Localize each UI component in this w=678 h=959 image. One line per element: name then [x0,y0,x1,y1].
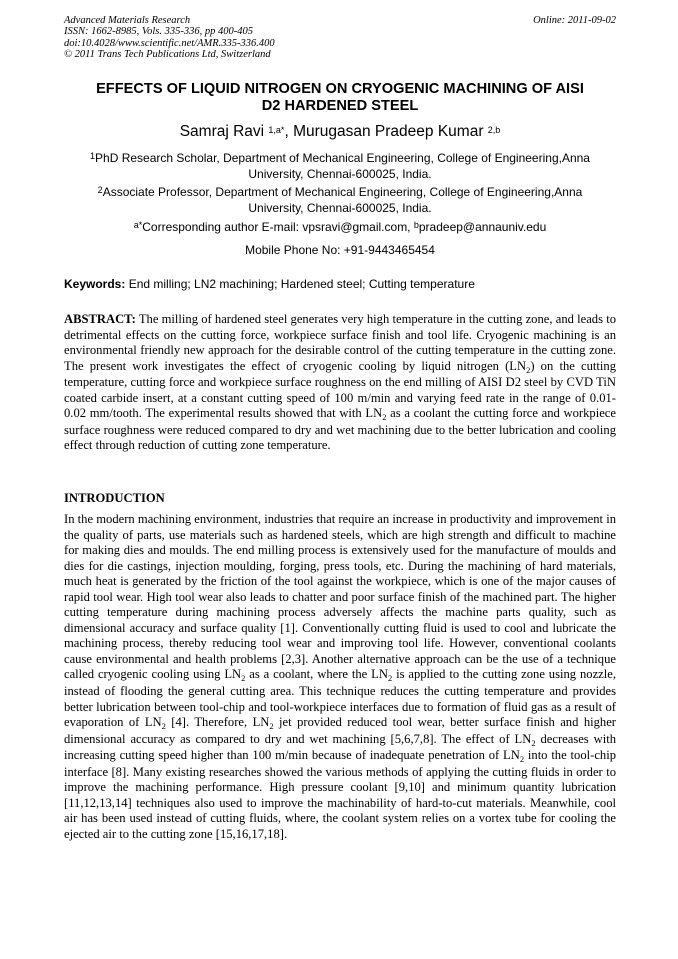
abstract-sub-2: 2 [382,412,387,423]
copyright-line: © 2011 Trans Tech Publications Ltd, Switzerland [64,48,271,60]
author-list [64,122,616,142]
intro-text-7: into the tool-chip interface [8]. Many existing researches showed the various methods of applying the cutting fluids in order to improve the machining performance. High pressure coolant [9,10] and minimum quantity lubrication [11,12,13,14] techniques also used to improve the machinability of hard-to-cut materials. Meanwhile, cool air has been used instead of cutting fluids, where, the coolant system relies on a vortex tube for cooling the ejected air to the cutting zone [15,16,17,18]. [64,748,616,841]
intro-sub-6: 2 [519,754,525,765]
affiliation-2-marker: 2 [97,185,103,195]
intro-text-2: as a coolant, where the LN [245,667,388,682]
introduction-body [64,512,616,842]
affiliation-1-marker: 1 [90,151,96,161]
abstract-text-2: ) on the cutting temperature, cutting force and workpiece surface roughness on the end milling of AISI D2 steel by CVD TiN coated carbide insert, at a constant cutting speed of 100 m/min and varying feed rate in the range of 0.01-0.02 mm/tooth. The experimental results showed that with LN [64,358,616,421]
corr-marker-b: b [413,220,419,230]
paper-title [64,81,616,115]
corr-email-text: Corresponding author E-mail: vpsravi@gmail.com, [142,220,414,234]
journal-name: Advanced Materials Research [64,15,191,26]
issn-line: ISSN: 1662-8985, Vols. 335-336, pp 400-405 [64,26,253,38]
online-date: Online: 2011-09-02 [533,15,616,26]
intro-text-4: [4]. Therefore, LN [165,715,270,730]
author-2: Murugasan Pradeep Kumar [293,123,488,140]
author-1-affil: 1,a* [268,125,285,135]
abstract-sub-1: 2 [526,364,531,375]
intro-text-6: decreases with increasing cutting speed higher than 100 m/min because of inadequate penetration of LN [64,731,616,763]
intro-sub-5: 2 [531,737,536,748]
intro-text-3: is applied to the cutting zone using nozzle, instead of flooding the general cutting area. This technique reduces the cutting temperature and provides better lubrication between tool-chip and tool-workpiece interfaces due to formation of fluid gas as a result of evaporation of LN [64,667,616,730]
intro-sub-2: 2 [387,673,393,684]
intro-sub-1: 2 [241,673,246,684]
affiliation-1 [64,150,616,182]
title-line-2: D2 HARDENED STEEL [261,98,419,114]
phone-line: Mobile Phone No: +91-9443465454 [245,243,435,257]
affiliation-2-line-1: Associate Professor, Department of Mechanical Engineering, College of Engineering,Anna [102,185,583,199]
keywords-label: Keywords: [64,277,126,291]
author-2-affil: 2,b [487,125,501,135]
keywords [64,276,616,292]
affiliation-1-line-1: PhD Research Scholar, Department of Mechanical Engineering, College of Engineering,Anna [95,151,590,165]
title-line-1: EFFECTS OF LIQUID NITROGEN ON CRYOGENIC MACHINING OF AISI [96,81,584,97]
intro-sub-3: 2 [161,721,166,732]
intro-text-1: In the modern machining environment, industries that require an increase in productivity and improvement in the quality of parts, use materials such as hardened steels, which are high strength and difficult to machine for making dies and moulds. The end milling process is extensively used for the manufacture of moulds and dies for die castings, injection moulding, forging, press tools, etc. During the machining of hard materials, much heat is generated by the friction of the tool against the workpiece, which is one of the major causes of rapid tool wear. High tool wear also leads to chatter and poor surface finish of the machined part. The higher cutting temperature during machining process adversely affects the machine parts quality, such as dimensional accuracy and surface quality [1]. Conventionally cutting fluid is used to cool and lubricate the machining process, thereby reducing tool wear and improving tool life. However, conventional coolants cause environmental and health problems [2,3]. Another alternative approach can be the use of a technique called cryogenic cooling using LN [64,512,616,682]
corresponding-author [64,219,616,235]
affiliation-2 [64,184,616,216]
corr-marker-a: a* [133,220,143,230]
keywords-text: End milling; LN2 machining; Hardened steel; Cutting temperature [125,277,475,291]
intro-sub-4: 2 [269,721,274,732]
abstract-text-3: as a coolant the cutting force and workpiece surface roughness were reduced compared to dry and wet machining due to the better lubrication and cooling effect through reduction of cutting zone temperature. [64,406,616,453]
corr-email-2: pradeep@annauniv.edu [418,220,547,234]
intro-text-5: jet provided reduced tool wear, better surface finish and higher dimensional accuracy as compared to dry and wet machining [5,6,7,8]. The effect of LN [64,715,616,746]
abstract-text-1: The milling of hardened steel generates very high temperature in the cutting zone, and leads to detrimental effects on the cutting force, workpiece surface finish and tool life. Cryogenic machining is an environmental friendly new approach for the desirable control of the cutting temperature in the cutting zone. The present work investigates the effect of cryogenic cooling by liquid nitrogen (LN [64,312,616,373]
abstract [64,312,616,454]
doi-line: doi:10.4028/www.scientific.net/AMR.335-336.400 [64,37,275,49]
affiliation-1-line-2: University, Chennai-600025, India. [248,167,432,181]
author-1: Samraj Ravi [179,123,269,140]
author-separator: , [284,123,294,140]
affiliation-2-line-2: University, Chennai-600025, India. [248,201,432,215]
publication-meta [64,15,616,60]
abstract-label: ABSTRACT: [64,312,136,326]
introduction-heading: INTRODUCTION [64,491,165,505]
